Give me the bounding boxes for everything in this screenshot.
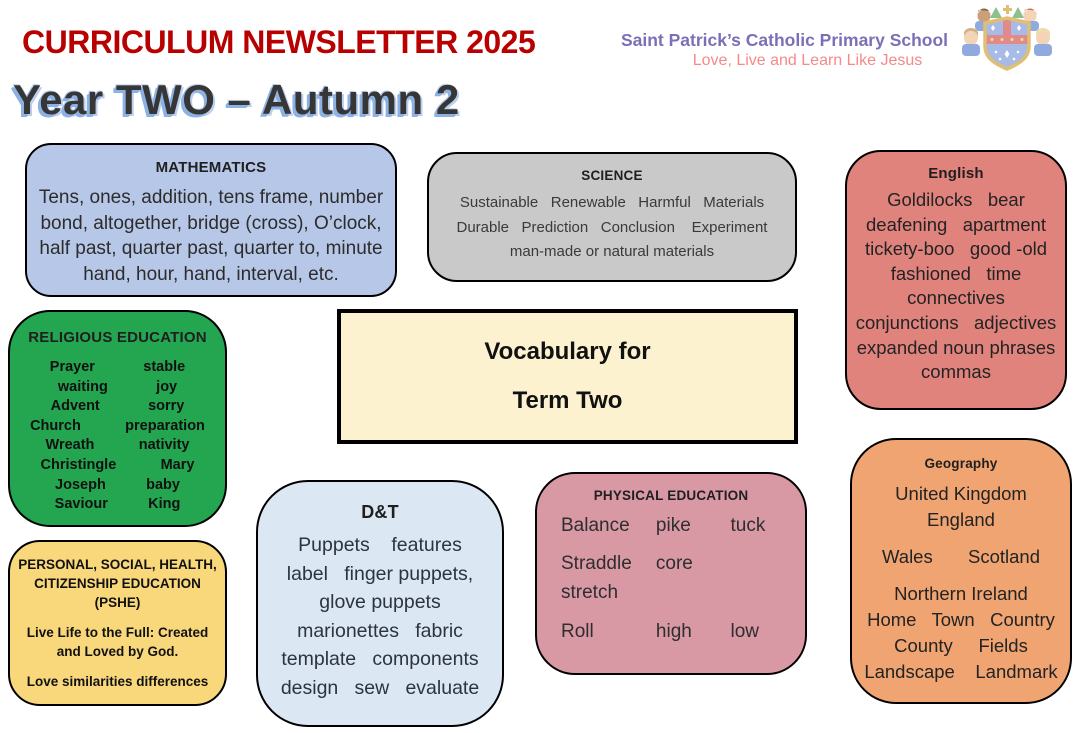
- science-line: Sustainable Renewable Harmful Materials: [459, 194, 765, 211]
- geography-body: [852, 481, 1070, 685]
- school-motto: Love, Live and Learn Like Jesus: [692, 52, 923, 69]
- school-header: [612, 30, 957, 70]
- physical-education-box: [535, 472, 807, 675]
- physical-education-row: [561, 580, 787, 605]
- pe-word: Straddle: [561, 553, 632, 574]
- school-name: Saint Patrick’s Catholic Primary School: [620, 30, 949, 50]
- geography-countries-row: [852, 544, 1070, 570]
- pshe-footer: [10, 672, 225, 691]
- pe-word: tuck: [730, 515, 766, 536]
- geography-title: Geography: [924, 456, 998, 471]
- geography-line: Landscape Landmark: [864, 661, 1058, 682]
- english-line: conjunctions adjectives: [855, 311, 1057, 333]
- geography-word: Scotland: [968, 546, 1040, 567]
- mathematics-box: [25, 143, 397, 297]
- pe-word: stretch: [561, 582, 619, 603]
- religious-education-box: [8, 310, 227, 527]
- design-technology-line: Puppets features: [298, 534, 462, 556]
- mathematics-line: half past, quarter past, quarter to, minute: [39, 238, 383, 259]
- vocabulary-line-2: Term Two: [512, 387, 623, 414]
- science-line: Durable Prediction Conclusion Experiment: [456, 218, 768, 236]
- geography-word: Wales: [882, 546, 933, 567]
- pshe-title-line: PERSONAL, SOCIAL, HEALTH,: [18, 557, 217, 572]
- english-line: commas: [921, 361, 991, 383]
- pshe-body: [10, 623, 225, 661]
- science-title: SCIENCE: [581, 168, 643, 183]
- religious-education-line: waiting joy: [57, 378, 178, 395]
- physical-education-body: [537, 503, 805, 644]
- design-technology-line: marionettes fabric: [297, 619, 463, 642]
- mathematics-line: Tens, ones, addition, tens frame, number: [38, 187, 384, 208]
- physical-education-row: [561, 513, 787, 538]
- mathematics-title: MATHEMATICS: [155, 159, 267, 176]
- logo-trees-icon: [990, 5, 1024, 18]
- physical-education-row: [561, 551, 787, 576]
- geography-box: [850, 438, 1072, 704]
- english-line: deafening apartment: [866, 213, 1046, 235]
- pe-word: [656, 580, 731, 605]
- pe-word: pike: [655, 515, 691, 536]
- design-technology-body: [258, 531, 502, 703]
- physical-education-row: [561, 619, 787, 644]
- religious-education-line: Wreath nativity: [45, 437, 190, 454]
- design-technology-box: [256, 480, 504, 727]
- pe-word: core: [655, 553, 693, 574]
- pe-word: Roll: [561, 621, 594, 642]
- pe-word: [730, 551, 787, 576]
- pe-word: high: [655, 621, 692, 642]
- pe-word: low: [730, 621, 759, 642]
- religious-education-line: Saviour King: [54, 496, 181, 513]
- geography-line: Home Town Country: [867, 609, 1055, 630]
- design-technology-line: label finger puppets,: [286, 562, 474, 585]
- english-line: tickety-boo good -old: [864, 238, 1048, 260]
- pshe-title-line: (PSHE): [94, 595, 141, 610]
- english-title: English: [928, 165, 984, 182]
- geography-line: Northern Ireland: [894, 583, 1028, 604]
- english-box: [845, 150, 1067, 410]
- design-technology-line: template components: [281, 648, 479, 671]
- logo-shield-icon: [985, 18, 1029, 69]
- science-line: man-made or natural materials: [509, 243, 715, 260]
- design-technology-title: D&T: [361, 502, 399, 522]
- mathematics-line: bond, altogether, bridge (cross), O’clock,: [40, 212, 382, 234]
- year-term-title: Year TWO – Autumn 2: [13, 76, 460, 123]
- religious-education-line: Joseph baby: [55, 476, 180, 493]
- pshe-title: [10, 555, 225, 612]
- english-line: expanded noun phrases: [856, 336, 1056, 358]
- mathematics-body: [27, 185, 395, 287]
- english-line: Goldilocks bear: [887, 189, 1025, 210]
- pshe-body-line: Live Life to the Full: Created: [26, 625, 209, 640]
- pe-word: Balance: [561, 515, 630, 536]
- religious-education-line: Prayer stable: [49, 359, 186, 375]
- english-line: fashioned time: [890, 262, 1022, 284]
- english-body: [847, 188, 1065, 385]
- mathematics-line: hand, hour, hand, interval, etc.: [83, 263, 339, 285]
- religious-education-line: Church preparation: [30, 417, 205, 434]
- religious-education-line: Advent sorry: [50, 398, 185, 415]
- science-box: [427, 152, 797, 282]
- vocabulary-box: [337, 309, 798, 444]
- science-body: [429, 191, 795, 265]
- vocabulary-line-1: Vocabulary for: [484, 338, 651, 365]
- geography-line: England: [927, 509, 995, 530]
- religious-education-line: Christingle Mary: [40, 456, 195, 473]
- pshe-title-line: CITIZENSHIP EDUCATION: [34, 576, 201, 591]
- geography-line: County Fields: [894, 635, 1028, 656]
- pe-word: [730, 580, 787, 605]
- geography-line: United Kingdom: [895, 483, 1027, 504]
- design-technology-line: glove puppets: [319, 591, 441, 614]
- religious-education-title: RELIGIOUS EDUCATION: [28, 329, 207, 346]
- english-line: connectives: [907, 287, 1005, 309]
- page-title: CURRICULUM NEWSLETTER 2025: [22, 24, 536, 60]
- pshe-footer-line: Love similarities differences: [26, 674, 209, 689]
- pshe-box: [8, 540, 227, 706]
- religious-education-body: [10, 358, 225, 515]
- design-technology-line: design sew evaluate: [280, 676, 480, 699]
- physical-education-title: PHYSICAL EDUCATION: [593, 488, 749, 503]
- school-crest-logo-icon: [960, 5, 1054, 73]
- pshe-body-line: and Loved by God.: [56, 644, 179, 659]
